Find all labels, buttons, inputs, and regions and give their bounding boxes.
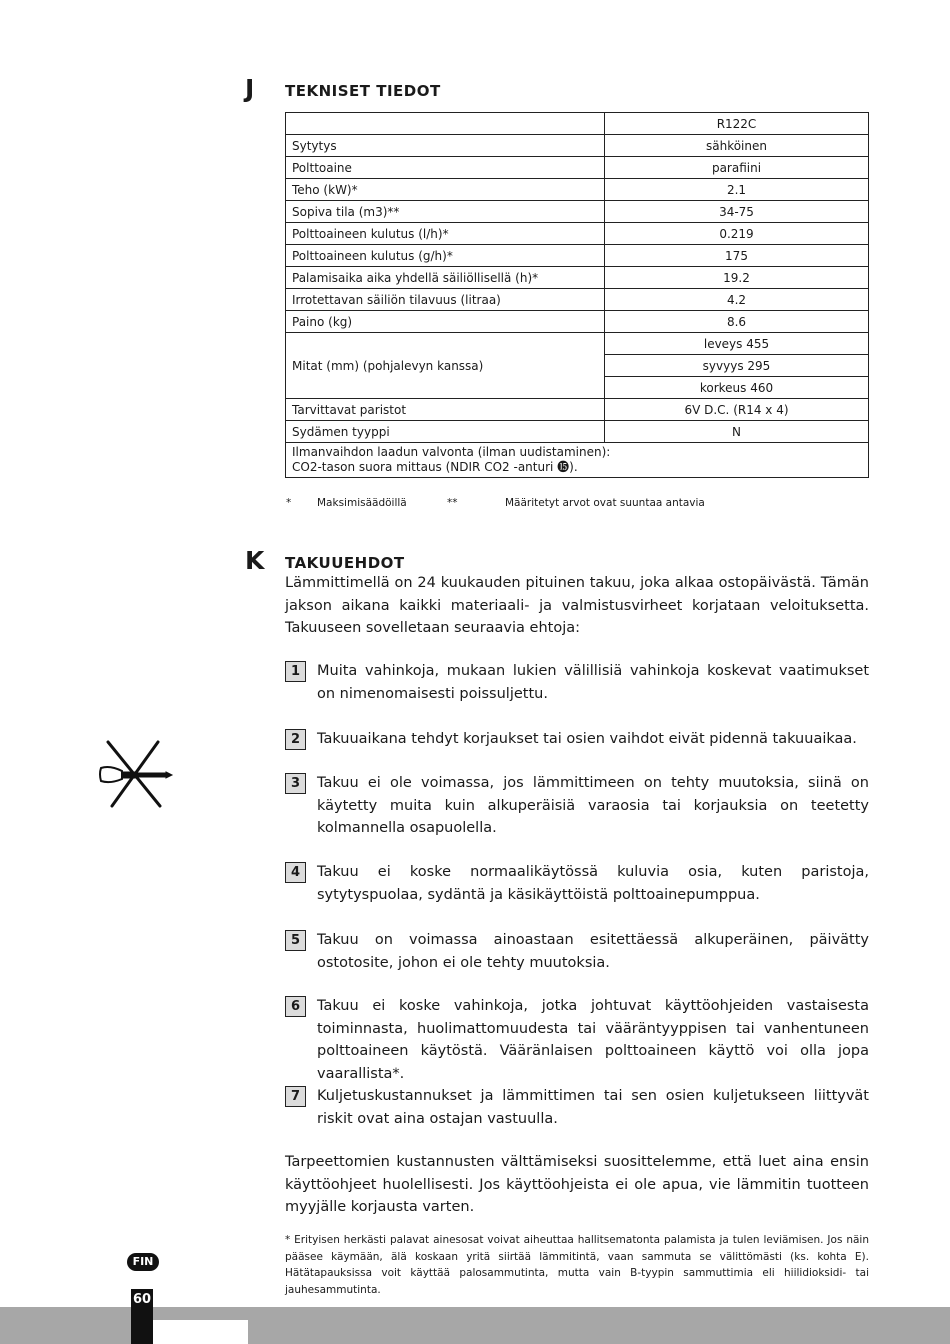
table-header-empty [286, 113, 605, 135]
item-number: 7 [285, 1086, 306, 1107]
spec-value: 19.2 [605, 267, 869, 289]
section-k-letter: K [245, 546, 265, 575]
spec-label: Teho (kW)* [286, 179, 605, 201]
table-row [286, 113, 869, 135]
table-row [286, 399, 869, 421]
item-text: Muita vahinkoja, mukaan lukien välillisiä vahinkoja koskevat vaatimukset on nimenomaisesti poissuljettu. [317, 663, 869, 702]
spec-value: 8.6 [605, 311, 869, 333]
spec-value: 34-75 [605, 201, 869, 223]
spec-label: Sopiva tila (m3)** [286, 201, 605, 223]
ventilation-line-2: CO2-tason suora mittaus (NDIR CO2 -anturi ⓯). [292, 460, 578, 474]
dimension-width: leveys 455 [605, 333, 869, 355]
item-text: Kuljetuskustannukset ja lämmittimen tai sen osien kuljetukseen liittyvät riskit ovat aina ostajan vastuulla. [317, 1088, 869, 1127]
dimensions-label: Mitat (mm) (pohjalevyn kanssa) [286, 333, 605, 399]
spec-label: Palamisaika aika yhdellä säiliöllisellä (h)* [286, 267, 605, 289]
spec-value: parafiini [605, 157, 869, 179]
section-j-letter: J [245, 74, 255, 103]
item-number: 4 [285, 862, 306, 883]
spec-label: Irrotettavan säiliön tilavuus (litraa) [286, 289, 605, 311]
section-j-title: TEKNISET TIEDOT [285, 82, 441, 100]
no-screwdriver-icon [98, 738, 174, 810]
spec-value: 0.219 [605, 223, 869, 245]
dimension-height: korkeus 460 [605, 377, 869, 399]
item-text: Takuu ei koske normaalikäytössä kuluvia osia, kuten paristoja, sytytyspuolaa, sydäntä ja käsikäyttöistä polttoainepumppua. [317, 864, 869, 903]
table-row [286, 223, 869, 245]
item-number: 3 [285, 773, 306, 794]
spec-value: 4.2 [605, 289, 869, 311]
table-row [286, 333, 869, 355]
table-row [286, 157, 869, 179]
page-number: 60 [131, 1289, 153, 1344]
hazard-footnote: * Erityisen herkästi palavat ainesosat voivat aiheuttaa hallitsematonta palamista ja tulen leviämisen. Jos näin pääsee käymään, älä koskaan yritä siirtää lämmitintä, vaan sammuta se välittömästi (ks. kohta E). Hätätapauksissa voit käyttää palosammutinta, mutta vain B-tyypin sammuttimia eli hiilidioksidi- tai jauhesammutinta. [285, 1234, 869, 1296]
spec-label: Polttoaine [286, 157, 605, 179]
footnote-2-mark: ** [447, 497, 458, 509]
item-number: 1 [285, 661, 306, 682]
footnote-2-text: Määritetyt arvot ovat suuntaa antavia [505, 497, 705, 509]
footnote-1-mark: * [286, 497, 292, 509]
footer-white-tab [152, 1320, 248, 1344]
spec-value: 175 [605, 245, 869, 267]
item-text: Takuuaikana tehdyt korjaukset tai osien vaihdot eivät pidennä takuuaikaa. [317, 731, 857, 747]
table-row [286, 289, 869, 311]
warranty-intro: Lämmittimellä on 24 kuukauden pituinen takuu, joka alkaa ostopäivästä. Tämän jakson aikana kaikki materiaali- ja valmistusvirheet korjataan veloituksetta. Takuuseen sovelletaan seuraavia ehtoja: [285, 575, 869, 636]
spec-value: 6V D.C. (R14 x 4) [605, 399, 869, 421]
table-row [286, 135, 869, 157]
ventilation-note [286, 443, 869, 478]
item-text: Takuu on voimassa ainoastaan esitettäessä alkuperäinen, päivätty ostotosite, johon ei ole tehty muutoksia. [317, 932, 869, 971]
table-row [286, 267, 869, 289]
model-header: R122C [605, 113, 869, 135]
spec-label: Polttoaineen kulutus (g/h)* [286, 245, 605, 267]
item-text: Takuu ei ole voimassa, jos lämmittimeen on tehty muutoksia, siinä on käytetty muita kuin alkuperäisiä varaosia tai korjauksia on teetetty kolmannella osapuolella. [317, 775, 869, 836]
spec-value: 2.1 [605, 179, 869, 201]
footnote-1-text: Maksimisäädöillä [317, 497, 407, 509]
spec-value: sähköinen [605, 135, 869, 157]
table-row [286, 421, 869, 443]
section-k-title: TAKUUEHDOT [285, 554, 405, 572]
spec-label: Sydämen tyyppi [286, 421, 605, 443]
table-row [286, 179, 869, 201]
table-row [286, 443, 869, 478]
spec-label: Polttoaineen kulutus (l/h)* [286, 223, 605, 245]
warranty-closing: Tarpeettomien kustannusten välttämiseksi suosittelemme, että luet aina ensin käyttöohjeet huolellisesti. Jos käyttöohjeista ei ole apua, vie lämmitin tuotteen myyjälle korjausta varten. [285, 1154, 869, 1215]
table-row [286, 245, 869, 267]
spec-label: Sytytys [286, 135, 605, 157]
table-row [286, 311, 869, 333]
item-text: Takuu ei koske vahinkoja, jotka johtuvat käyttöohjeiden vastaisesta toiminnasta, huolimattomuudesta tai vääräntyyppisen tai vanhentuneen polttoaineen käytöstä. Vääränlaisen polttoaineen käyttö voi olla jopa vaarallista*. [317, 998, 869, 1082]
item-number: 2 [285, 729, 306, 750]
technical-data-table [285, 112, 869, 478]
spec-value: N [605, 421, 869, 443]
language-badge: FIN [127, 1253, 159, 1271]
table-row [286, 201, 869, 223]
ventilation-line-1: Ilmanvaihdon laadun valvonta (ilman uudistaminen): [292, 445, 611, 459]
spec-label: Paino (kg) [286, 311, 605, 333]
item-number: 5 [285, 930, 306, 951]
spec-label: Tarvittavat paristot [286, 399, 605, 421]
item-number: 6 [285, 996, 306, 1017]
dimension-depth: syvyys 295 [605, 355, 869, 377]
